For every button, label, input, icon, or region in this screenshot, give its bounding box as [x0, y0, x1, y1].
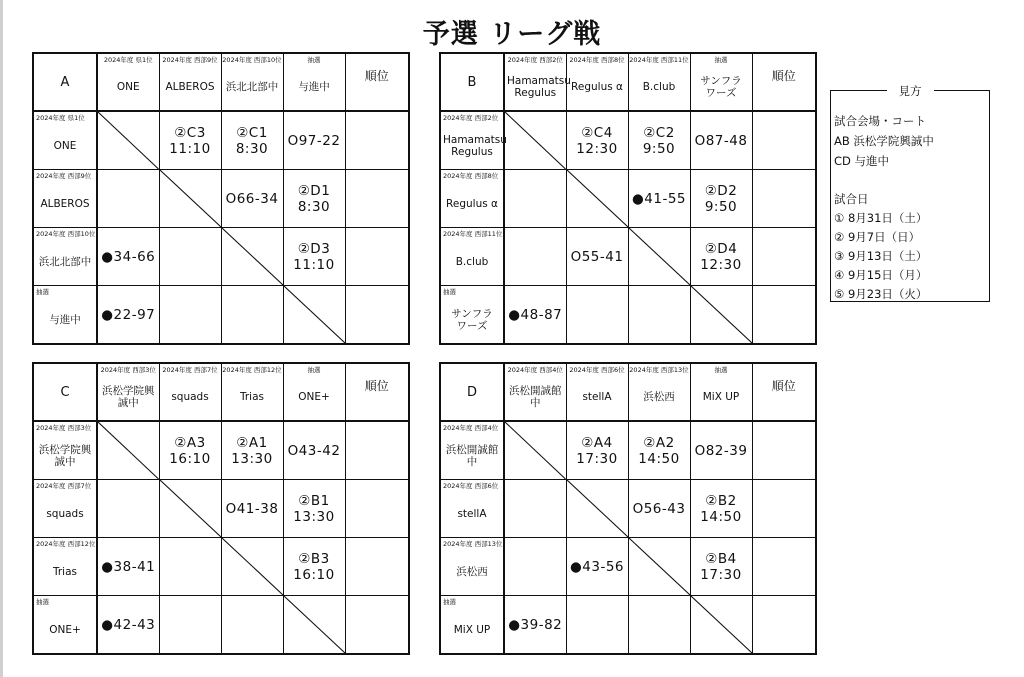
diagonal-line: [691, 286, 752, 343]
match-cell: [159, 421, 221, 480]
rank-cell: [752, 480, 816, 538]
rank-cell: [345, 286, 409, 345]
match-cell: [504, 596, 566, 655]
team-caption: 抽選: [443, 288, 456, 296]
row-team: [440, 228, 504, 286]
match-text: O97-22: [287, 132, 341, 149]
match-cell: [690, 170, 752, 228]
league-table-d: [439, 362, 817, 655]
league-label: B: [440, 53, 504, 111]
rank-cell: [752, 228, 816, 286]
league-label: D: [440, 363, 504, 421]
row-team: [33, 596, 97, 655]
legend-box: [830, 84, 990, 302]
row-team: [33, 480, 97, 538]
match-cell: [159, 228, 221, 286]
match-cell: [566, 538, 628, 596]
diagonal-cell: [628, 228, 690, 286]
rank-cell: [752, 538, 816, 596]
match-text: ②B2 14:50: [700, 492, 742, 525]
diagonal-cell: [159, 170, 221, 228]
team-name: Trias: [52, 565, 77, 578]
diagonal-cell: [566, 480, 628, 538]
team-caption: 2024年度 西部10位: [222, 56, 282, 64]
match-cell: [159, 596, 221, 655]
row-team: [440, 111, 507, 170]
match-cell: [221, 286, 283, 345]
match-cell: [628, 480, 690, 538]
team-caption: 2024年度 西部6位: [443, 482, 499, 490]
diagonal-cell: [97, 111, 159, 170]
team-caption: 2024年度 西部6位: [569, 366, 625, 374]
match-cell: [504, 538, 566, 596]
match-text: ②D4 12:30: [700, 240, 742, 273]
team-name: Hamamatsu Regulus: [443, 133, 507, 158]
column-team: [159, 53, 221, 111]
match-text: O82-39: [694, 442, 748, 459]
column-team: [628, 53, 690, 111]
team-name: 浜松開誠館 中: [509, 385, 562, 409]
row-team: [440, 538, 504, 596]
match-cell: [97, 538, 159, 596]
rank-cell: [752, 596, 816, 655]
diagonal-line: [160, 170, 221, 227]
team-name: サンフラ ワーズ: [451, 307, 493, 332]
match-text: ②C2 9:50: [642, 124, 676, 157]
team-caption: 2024年度 西部2位: [443, 114, 499, 122]
rank-header: 順位: [752, 53, 816, 111]
team-name: 浜北北部中: [225, 81, 279, 93]
team-name: ONE+: [298, 391, 330, 403]
team-name: squads: [46, 507, 84, 520]
match-cell: [97, 228, 159, 286]
diagonal-line: [567, 170, 628, 227]
rank-cell: [345, 596, 409, 655]
diagonal-cell: [690, 286, 752, 345]
match-cell: [690, 480, 752, 538]
column-team: [283, 53, 345, 111]
team-caption: 2024年度 西部12位: [222, 366, 282, 374]
rank-header: 順位: [345, 53, 409, 111]
legend-venue-ab: AB 浜松学院興誠中: [834, 134, 934, 148]
match-cell: [628, 421, 690, 480]
row-team: [440, 286, 504, 345]
diagonal-cell: [504, 111, 566, 170]
rank-header: 順位: [345, 363, 409, 421]
team-name: ONE: [53, 139, 77, 152]
match-text: ●38-41: [101, 558, 156, 575]
column-team: [690, 363, 752, 421]
team-name: ALBEROS: [40, 197, 90, 210]
match-cell: [159, 111, 221, 170]
diagonal-cell: [504, 421, 566, 480]
diagonal-line: [160, 480, 221, 537]
rank-cell: [752, 286, 816, 345]
rank-cell: [345, 170, 409, 228]
league-table-c: [32, 362, 410, 655]
match-text: ●48-87: [508, 306, 563, 323]
match-cell: [690, 111, 752, 170]
team-name: squads: [171, 391, 209, 403]
row-team: [440, 596, 504, 655]
diagonal-cell: [283, 286, 345, 345]
match-text: ②B4 17:30: [700, 550, 742, 583]
column-team: [221, 53, 283, 111]
match-text: ②D3 11:10: [293, 240, 335, 273]
row-team: [33, 228, 97, 286]
diagonal-line: [505, 422, 566, 479]
column-team: [504, 53, 571, 111]
team-caption: 2024年度 県1位: [103, 56, 153, 64]
team-caption: 2024年度 西部8位: [443, 172, 499, 180]
match-cell: [283, 111, 345, 170]
team-caption: 抽選: [307, 56, 321, 64]
diagonal-cell: [221, 228, 283, 286]
match-cell: [628, 170, 690, 228]
match-text: ②A3 16:10: [169, 434, 211, 467]
match-text: ②B3 16:10: [293, 550, 335, 583]
match-text: O55-41: [570, 248, 624, 265]
match-text: ②C1 8:30: [235, 124, 269, 157]
league-label: C: [33, 363, 97, 421]
diagonal-cell: [221, 538, 283, 596]
team-caption: 2024年度 西部3位: [36, 424, 92, 432]
match-text: ●42-43: [101, 616, 156, 633]
diagonal-line: [567, 480, 628, 537]
diagonal-cell: [97, 421, 159, 480]
team-caption: 2024年度 西部2位: [507, 56, 563, 64]
match-cell: [690, 538, 752, 596]
match-cell: [159, 286, 221, 345]
diagonal-line: [222, 538, 283, 595]
rank-header: 順位: [752, 363, 816, 421]
legend-venue-cd: CD 与進中: [834, 154, 890, 168]
team-caption: 2024年度 西部4位: [507, 366, 563, 374]
legend-date-3: ③ 9月13日（土）: [834, 249, 928, 263]
page-edge: [0, 0, 3, 677]
column-team: [566, 53, 628, 111]
match-cell: [221, 480, 283, 538]
team-caption: 抽選: [714, 56, 728, 64]
match-cell: [221, 596, 283, 655]
match-cell: [628, 111, 690, 170]
team-caption: 2024年度 西部8位: [569, 56, 625, 64]
team-name: 浜松学院興 誠中: [102, 385, 155, 409]
match-text: ②B1 13:30: [293, 492, 335, 525]
team-caption: 抽選: [714, 366, 728, 374]
column-team: [504, 363, 566, 421]
team-name: ALBEROS: [165, 81, 215, 93]
team-name: stellA: [582, 391, 612, 403]
rank-cell: [752, 421, 816, 480]
diagonal-cell: [566, 170, 628, 228]
diagonal-line: [98, 112, 159, 169]
legend-title: 見方: [831, 83, 989, 99]
match-cell: [566, 421, 628, 480]
rank-cell: [345, 421, 409, 480]
team-caption: 2024年度 西部13位: [443, 540, 503, 548]
match-text: ●22-97: [101, 306, 156, 323]
match-cell: [97, 596, 159, 655]
column-team: [159, 363, 221, 421]
team-caption: 抽選: [443, 598, 456, 606]
league-table-b: [439, 52, 817, 345]
column-team: [221, 363, 283, 421]
diagonal-line: [691, 596, 752, 653]
team-caption: 2024年度 西部11位: [443, 230, 503, 238]
rank-cell: [345, 111, 409, 170]
page-title: 予選 リーグ戦: [422, 19, 602, 50]
match-cell: [221, 421, 283, 480]
team-name: 与進中: [49, 313, 81, 326]
team-name: 浜松西: [643, 391, 675, 403]
team-name: ONE: [116, 81, 140, 93]
row-team: [33, 538, 97, 596]
team-name: Trias: [239, 391, 264, 403]
match-cell: [504, 480, 566, 538]
match-cell: [504, 228, 566, 286]
match-cell: [97, 480, 159, 538]
match-text: ②A4 17:30: [576, 434, 618, 467]
match-text: O41-38: [225, 500, 279, 517]
match-cell: [628, 286, 690, 345]
team-caption: 抽選: [36, 288, 49, 296]
team-caption: 2024年度 西部9位: [36, 172, 92, 180]
column-team: [283, 363, 345, 421]
legend-date-2: ② 9月7日（日）: [834, 230, 921, 244]
match-text: O66-34: [225, 190, 279, 207]
team-name: Regulus α: [446, 197, 498, 210]
match-cell: [97, 170, 159, 228]
league-table-a: [32, 52, 410, 345]
diagonal-line: [505, 112, 566, 169]
team-caption: 2024年度 西部7位: [162, 366, 218, 374]
diagonal-line: [629, 228, 690, 285]
column-team: [97, 363, 159, 421]
team-name: B.club: [455, 255, 489, 268]
legend-date-4: ④ 9月15日（月）: [834, 268, 928, 282]
team-name: Hamamatsu Regulus: [507, 75, 571, 99]
match-text: ②C4 12:30: [576, 124, 618, 157]
match-cell: [566, 111, 628, 170]
diagonal-line: [222, 228, 283, 285]
team-name: stellA: [457, 507, 487, 520]
team-name: MiX UP: [453, 623, 491, 636]
row-team: [33, 286, 97, 345]
team-caption: 抽選: [307, 366, 321, 374]
match-cell: [504, 286, 566, 345]
team-caption: 2024年度 西部7位: [36, 482, 92, 490]
row-team: [33, 170, 97, 228]
team-name: 与進中: [298, 81, 330, 93]
match-text: ●41-55: [631, 190, 686, 207]
match-cell: [283, 170, 345, 228]
row-team: [33, 421, 97, 480]
team-caption: 2024年度 県1位: [36, 114, 85, 122]
match-cell: [690, 228, 752, 286]
team-name: 浜北北部中: [38, 255, 92, 268]
team-name: B.club: [642, 81, 676, 93]
diagonal-line: [284, 596, 345, 653]
legend-venue-label: 試合会場・コート: [834, 114, 926, 128]
match-text: O87-48: [694, 132, 748, 149]
team-caption: 2024年度 西部3位: [100, 366, 156, 374]
match-text: ②A2 14:50: [638, 434, 680, 467]
team-caption: 2024年度 西部4位: [443, 424, 499, 432]
match-cell: [283, 480, 345, 538]
match-cell: [566, 228, 628, 286]
column-team: [97, 53, 159, 111]
match-cell: [566, 286, 628, 345]
diagonal-cell: [690, 596, 752, 655]
rank-cell: [752, 170, 816, 228]
row-team: [33, 111, 97, 170]
team-caption: 2024年度 西部11位: [629, 56, 689, 64]
team-name: 浜松開誠館 中: [445, 443, 499, 468]
rank-cell: [345, 228, 409, 286]
team-caption: 2024年度 西部13位: [629, 366, 689, 374]
match-cell: [283, 421, 345, 480]
team-name: Regulus α: [571, 81, 623, 93]
row-team: [440, 480, 504, 538]
match-cell: [628, 596, 690, 655]
legend-dates-label: 試合日: [834, 192, 869, 206]
match-cell: [504, 170, 566, 228]
rank-cell: [345, 480, 409, 538]
team-name: 浜松西: [456, 565, 488, 578]
match-cell: [221, 170, 283, 228]
match-cell: [221, 111, 283, 170]
match-cell: [690, 421, 752, 480]
match-text: ●34-66: [101, 248, 156, 265]
match-cell: [283, 538, 345, 596]
league-label: A: [33, 53, 97, 111]
rank-cell: [752, 111, 816, 170]
match-text: ●39-82: [508, 616, 563, 633]
match-cell: [566, 596, 628, 655]
diagonal-line: [284, 286, 345, 343]
legend-date-5: ⑤ 9月23日（火）: [834, 287, 928, 301]
match-cell: [283, 228, 345, 286]
row-team: [440, 421, 504, 480]
match-text: O56-43: [632, 500, 686, 517]
team-name: サンフラ ワーズ: [700, 75, 742, 99]
diagonal-cell: [159, 480, 221, 538]
diagonal-cell: [283, 596, 345, 655]
column-team: [690, 53, 752, 111]
match-text: ②D1 8:30: [297, 182, 331, 215]
legend-date-1: ① 8月31日（土）: [834, 211, 928, 225]
diagonal-cell: [628, 538, 690, 596]
column-team: [566, 363, 628, 421]
match-text: ②C3 11:10: [169, 124, 211, 157]
team-caption: 2024年度 西部9位: [162, 56, 218, 64]
match-text: ②A1 13:30: [231, 434, 273, 467]
team-name: ONE+: [49, 623, 81, 636]
team-caption: 2024年度 西部12位: [36, 540, 96, 548]
match-cell: [97, 286, 159, 345]
diagonal-line: [629, 538, 690, 595]
column-team: [628, 363, 690, 421]
team-name: 浜松学院興 誠中: [38, 443, 92, 468]
rank-cell: [345, 538, 409, 596]
diagonal-line: [98, 422, 159, 479]
row-team: [440, 170, 504, 228]
match-text: ②D2 9:50: [704, 182, 738, 215]
match-text: ●43-56: [569, 558, 624, 575]
match-text: O43-42: [287, 442, 341, 459]
match-cell: [159, 538, 221, 596]
team-name: MiX UP: [702, 391, 740, 403]
team-caption: 2024年度 西部10位: [36, 230, 96, 238]
team-caption: 抽選: [36, 598, 49, 606]
